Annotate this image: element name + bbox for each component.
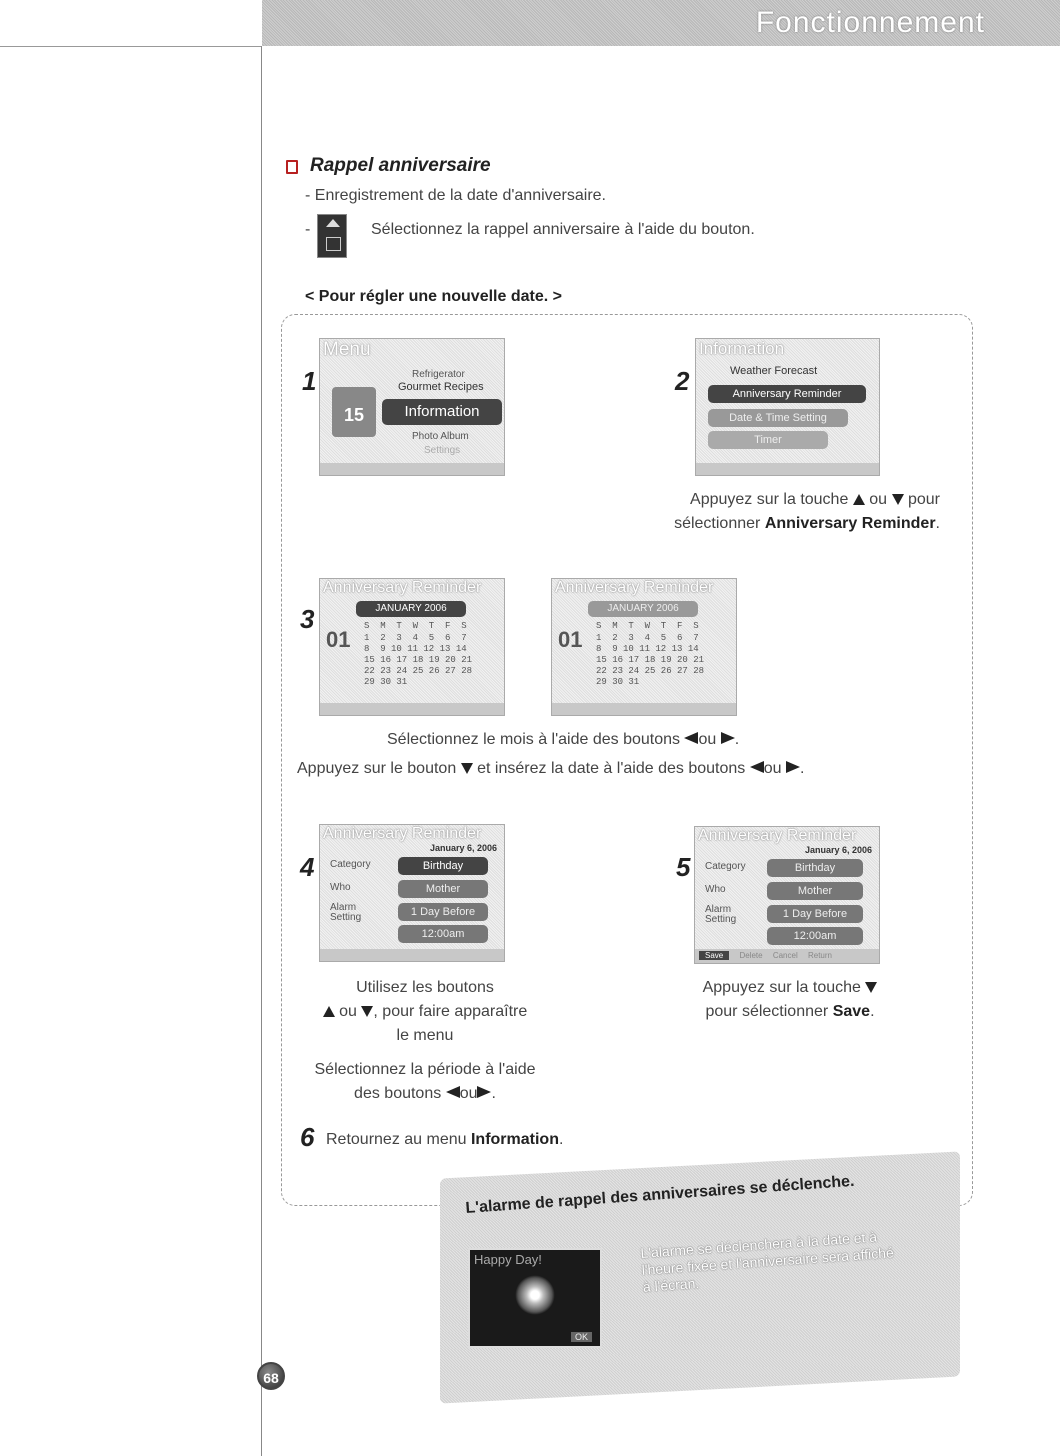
field-label: Alarm Setting: [705, 904, 737, 925]
right-arrow-icon: [721, 732, 735, 744]
menu-item: Settings: [424, 445, 461, 456]
checkbox-bullet-icon: [286, 160, 298, 174]
field-label: Category: [705, 861, 746, 872]
step-number-5: 5: [676, 852, 691, 882]
screen-title: Anniversary Reminder: [698, 827, 857, 844]
field-value: 1 Day Before: [767, 905, 863, 923]
field-value-selected: Birthday: [398, 857, 488, 875]
field-label: Who: [705, 884, 726, 895]
step-number-2: 2: [675, 366, 690, 396]
menu-item: Gourmet Recipes: [398, 381, 484, 393]
down-arrow-icon: [892, 494, 904, 505]
margin-rule: [261, 46, 262, 1456]
screen-title: Anniversary Reminder: [323, 825, 482, 842]
screen-title: Menu: [323, 339, 371, 360]
left-arrow-icon: [750, 761, 764, 773]
weekday-header: S M T W T F S: [364, 621, 467, 631]
info-item: Timer: [708, 431, 828, 449]
screen-title: Anniversary Reminder: [555, 579, 714, 596]
reminder-date: January 6, 2006: [805, 845, 873, 855]
return-softkey: Return: [807, 951, 832, 960]
down-arrow-icon: [865, 982, 877, 993]
menu-item: Photo Album: [412, 431, 469, 442]
up-arrow-icon: [323, 1006, 335, 1017]
left-arrow-icon: [684, 732, 698, 744]
info-item: Weather Forecast: [730, 365, 818, 377]
field-value: Birthday: [767, 859, 863, 877]
screen-footer: [320, 949, 504, 961]
caption-step-2: Appuyez sur la touche ou pour sélectionner Anniversary Reminder.: [674, 491, 940, 532]
right-arrow-icon: [786, 761, 800, 773]
happy-day-text: Happy Day!: [474, 1252, 542, 1267]
screen-reminder-edit: [319, 824, 505, 962]
screen-information: [695, 338, 880, 476]
field-label: Alarm Setting: [330, 902, 362, 923]
section-title: Rappel anniversaire: [310, 155, 491, 176]
reminder-date: January 6, 2006: [430, 843, 498, 853]
field-label: Category: [330, 859, 371, 870]
down-arrow-icon: [361, 1006, 373, 1017]
info-item-selected: Anniversary Reminder: [708, 385, 866, 403]
calendar-button-icon: [317, 214, 347, 258]
screen-footer: [695, 949, 879, 963]
screen-title: Anniversary Reminder: [323, 579, 482, 596]
caption-step-4: Utilisez les boutons ou , pour faire apparaître le menu: [300, 976, 550, 1048]
down-arrow-icon: [461, 763, 473, 774]
header-rule: [0, 46, 262, 47]
field-value: 12:00am: [398, 925, 488, 943]
alarm-description: L'alarme se déclenchera à la date et à l'heure fixée et l'anniversaire sera affiché à l'écran.: [640, 1228, 895, 1295]
screen-footer: [320, 703, 504, 715]
subheading: < Pour régler une nouvelle date. >: [305, 288, 562, 305]
screen-calendar-day: [551, 578, 737, 716]
caption-step-6: Retournez au menu Information.: [326, 1131, 564, 1148]
fireworks-image: [468, 1248, 602, 1348]
calendar-day: 15: [344, 405, 365, 425]
intro-line-2: Sélectionnez la rappel anniversaire à l'aide du bouton.: [371, 221, 755, 238]
weekday-header: S M T W T F S: [596, 621, 699, 631]
step-number-1: 1: [302, 366, 317, 396]
field-value: Mother: [767, 882, 863, 900]
intro-dash: -: [305, 221, 311, 238]
right-arrow-icon: [477, 1086, 491, 1098]
calendar-icon: [332, 387, 376, 437]
field-label: Who: [330, 882, 351, 893]
firework-burst-icon: [515, 1275, 555, 1315]
caption-step-5: Appuyez sur la touche pour sélectionner Save.: [670, 976, 910, 1024]
info-item: Date & Time Setting: [708, 409, 848, 427]
delete-softkey: Delete: [739, 951, 763, 960]
menu-item-selected: Information: [382, 399, 502, 425]
left-arrow-icon: [446, 1086, 460, 1098]
field-value: Mother: [398, 880, 488, 898]
menu-item: Refrigerator: [412, 369, 465, 380]
screen-reminder-save: [694, 826, 880, 964]
step-number-4: 4: [300, 852, 315, 882]
save-softkey: Save: [699, 951, 729, 960]
big-day: 01: [558, 627, 583, 652]
step-number-3: 3: [300, 604, 315, 634]
page-number: 68: [257, 1362, 285, 1390]
month-selector: JANUARY 2006: [588, 601, 698, 617]
screen-footer: [696, 463, 879, 475]
screen-footer: [552, 703, 736, 715]
step-number-6: 6: [300, 1122, 315, 1152]
header-bar: [262, 0, 1060, 46]
big-day: 01: [326, 627, 351, 652]
field-value: 1 Day Before: [398, 903, 488, 921]
ok-button: OK: [571, 1332, 592, 1342]
month-selector: JANUARY 2006: [356, 601, 466, 617]
up-arrow-icon: [853, 494, 865, 505]
screen-footer: [320, 463, 504, 475]
alarm-title: L'alarme de rappel des anniversaires se déclenche.: [465, 1172, 856, 1217]
calendar-grid: 1 2 3 4 5 6 7 8 9 10 11 12 13 14 15 16 17 18 19 20 21 22 23 24 25 26 27 28 29 30 31: [364, 633, 473, 687]
field-value: 12:00am: [767, 927, 863, 945]
screen-title: Information: [699, 339, 785, 358]
calendar-grid: 1 2 3 4 5 6 7 8 9 10 11 12 13 14 15 16 17 18 19 20 21 22 23 24 25 26 27 28 29 30 31: [596, 633, 705, 687]
screen-calendar-month: [319, 578, 505, 716]
header-title: Fonctionnement: [755, 6, 985, 39]
caption-step-3-line-1: Sélectionnez le mois à l'aide des boutons ou .: [387, 731, 740, 748]
caption-step-4-period: Sélectionnez la période à l'aide des boutons ou .: [314, 1061, 536, 1102]
cancel-softkey: Cancel: [772, 951, 798, 960]
intro-line-1: - Enregistrement de la date d'anniversaire.: [305, 187, 606, 204]
caption-step-3-line-2: Appuyez sur le bouton et insérez la date à l'aide des boutons ou .: [297, 760, 805, 777]
screen-menu: [319, 338, 505, 476]
